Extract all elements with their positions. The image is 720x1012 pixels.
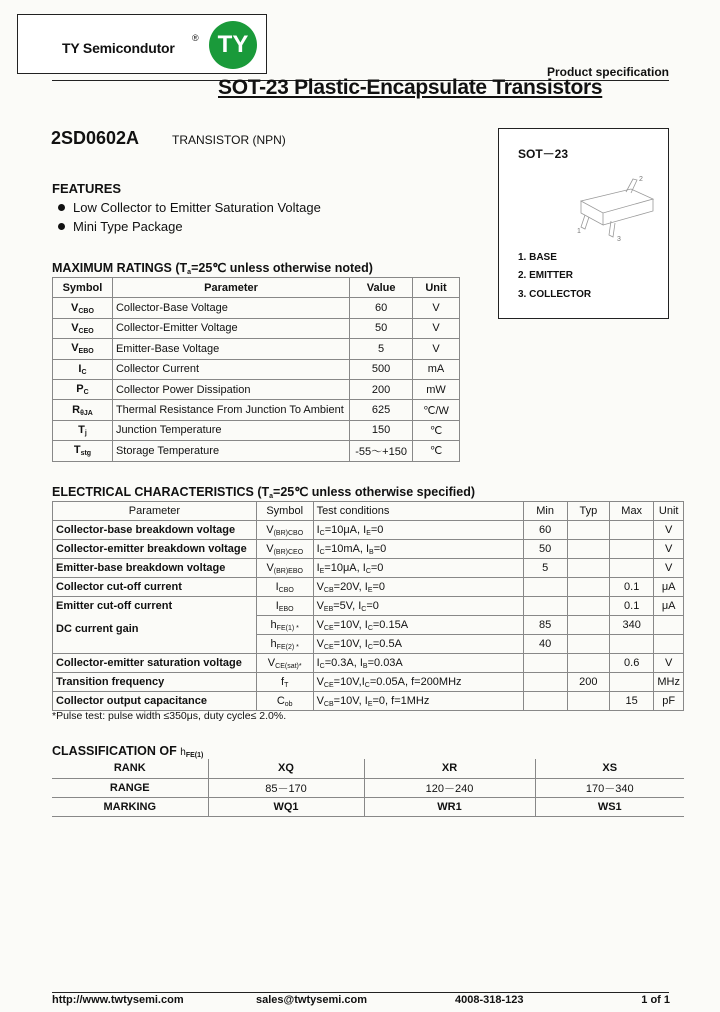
column-header: Min <box>523 502 567 521</box>
condition-cell: $I_C=10mA$, $I_B=0$ <box>313 540 523 559</box>
table-row <box>53 692 684 711</box>
symbol-cell <box>53 359 113 379</box>
min-cell: 50 <box>523 540 567 559</box>
unit-cell: V <box>654 540 684 559</box>
parameter-cell: Storage Temperature <box>112 441 349 461</box>
symbol-subscript: CE(sat)* <box>275 662 302 670</box>
symbol-letter: P <box>76 383 84 396</box>
symbol-subscript: θJA <box>80 409 93 417</box>
typ-cell <box>567 597 609 616</box>
max-cell: 0.6 <box>610 654 654 673</box>
unit-cell: V <box>654 559 684 578</box>
min-cell: 60 <box>523 521 567 540</box>
unit-cell: mW <box>413 379 460 399</box>
symbol-cell <box>53 400 113 420</box>
phone-number: 4008-318-123 <box>455 994 524 1006</box>
table-row <box>52 778 684 797</box>
symbol-cell <box>53 339 113 359</box>
min-cell: 85 <box>523 616 567 635</box>
pin-collector: 3. COLLECTOR <box>518 289 592 300</box>
table-row <box>53 597 684 616</box>
max-cell <box>610 635 654 654</box>
symbol-subscript: (BR)CBO <box>273 529 304 537</box>
min-cell <box>523 654 567 673</box>
part-type: TRANSISTOR (NPN) <box>172 133 286 147</box>
pin-number-label: 3 <box>617 236 621 241</box>
symbol-letter: T <box>78 423 85 436</box>
sot23-package-drawing <box>571 171 661 241</box>
symbol-subscript: EBO <box>78 348 94 356</box>
value-cell: -55～+150 <box>350 441 413 461</box>
symbol-cell <box>256 597 313 616</box>
symbol-cell <box>53 420 113 440</box>
document-title: SOT-23 Plastic-Encapsulate Transistors <box>218 76 603 99</box>
class-cell: WQ1 <box>208 797 364 816</box>
class-cell: WS1 <box>535 797 684 816</box>
parameter-cell: Collector output capacitance <box>53 692 257 711</box>
symbol-cell <box>256 635 313 654</box>
typ-cell <box>567 616 609 635</box>
symbol-subscript: C <box>81 368 87 376</box>
column-header: Parameter <box>53 502 257 521</box>
product-specification-label: Product specification <box>546 65 669 79</box>
class-cell: XS <box>535 759 684 778</box>
symbol-subscript: T <box>284 681 289 689</box>
unit-cell <box>654 635 684 654</box>
symbol-letter: T <box>73 444 81 457</box>
table-row <box>53 420 460 440</box>
symbol-letter: V <box>71 321 79 334</box>
max-ratings-table <box>52 277 460 462</box>
symbol-cell <box>256 654 313 673</box>
value-cell: 500 <box>350 359 413 379</box>
condition-cell: $I_C=10\mu A$, $I_E=0$ <box>313 521 523 540</box>
typ-cell <box>567 521 609 540</box>
table-row <box>52 797 684 816</box>
column-header: Value <box>350 278 413 298</box>
pulse-test-note: *Pulse test: pulse width ≤350μs, duty cycle≤ 2.0%. <box>52 710 287 722</box>
classification-table <box>52 759 684 817</box>
feature-text: Mini Type Package <box>73 219 183 234</box>
pin-base: 1. BASE <box>518 252 557 263</box>
table-header-row <box>53 502 684 521</box>
max-cell <box>610 673 654 692</box>
symbol-subscript: stg <box>80 450 92 458</box>
min-cell <box>523 692 567 711</box>
symbol-subscript: CBO <box>278 586 294 594</box>
unit-cell: MHz <box>654 673 684 692</box>
condition-cell: $I_C=0.3A$, $I_B=0.03A$ <box>313 654 523 673</box>
column-header: Symbol <box>256 502 313 521</box>
classification-heading: CLASSIFICATION OF $h_{FE(1)}$ <box>52 744 204 759</box>
symbol-subscript: (BR)CEO <box>273 548 304 556</box>
condition-cell: $I_E=10\mu A$, $I_C=0$ <box>313 559 523 578</box>
symbol-subscript: FE(2) * <box>276 643 299 651</box>
unit-cell: V <box>413 298 460 318</box>
email-link[interactable]: sales@twtysemi.com <box>256 994 367 1006</box>
column-header: Test conditions <box>313 502 523 521</box>
condition-cell: $V_{CE}=10V$, $I_C=0.15A$ <box>313 616 523 635</box>
min-cell <box>523 597 567 616</box>
symbol-cell <box>53 298 113 318</box>
symbol-letter: V <box>266 561 274 574</box>
symbol-letter: C <box>276 694 285 707</box>
table-row <box>53 673 684 692</box>
table-row <box>53 441 460 461</box>
symbol-letter: R <box>72 403 81 416</box>
table-row <box>53 359 460 379</box>
class-cell: 170－340 <box>535 778 684 797</box>
max-cell: 0.1 <box>610 597 654 616</box>
symbol-letter: V <box>266 542 274 555</box>
symbol-subscript: j <box>84 429 87 437</box>
typ-cell <box>567 654 609 673</box>
pin-number-label: 2 <box>639 176 643 183</box>
pin-number-label: 1 <box>577 228 581 235</box>
feature-item <box>58 200 321 215</box>
column-header: Unit <box>654 502 684 521</box>
unit-cell: V <box>654 521 684 540</box>
symbol-cell <box>53 318 113 338</box>
parameter-cell: Emitter cut-off current <box>53 597 257 616</box>
value-cell: 150 <box>350 420 413 440</box>
max-cell <box>610 559 654 578</box>
parameter-cell: Collector Current <box>112 359 349 379</box>
symbol-cell <box>256 578 313 597</box>
symbol-letter: I <box>275 580 279 593</box>
column-header: Typ <box>567 502 609 521</box>
parameter-cell <box>53 635 257 654</box>
unit-cell: ℃ <box>413 441 460 461</box>
unit-cell: V <box>654 654 684 673</box>
parameter-cell: Collector Power Dissipation <box>112 379 349 399</box>
value-cell: 60 <box>350 298 413 318</box>
unit-cell: mA <box>413 359 460 379</box>
value-cell: 50 <box>350 318 413 338</box>
symbol-letter: h <box>270 618 277 631</box>
table-row <box>53 379 460 399</box>
symbol-cell <box>256 521 313 540</box>
class-cell: 120－240 <box>364 778 535 797</box>
symbol-letter: f <box>281 675 285 688</box>
symbol-letter: I <box>275 599 279 612</box>
parameter-cell: Collector-emitter breakdown voltage <box>53 540 257 559</box>
pin-emitter: 2. EMITTER <box>518 270 574 281</box>
table-row <box>53 318 460 338</box>
company-logo: TY <box>209 21 257 69</box>
unit-cell: ℃ <box>413 420 460 440</box>
row-label-cell: RANGE <box>52 778 208 797</box>
typ-cell <box>567 635 609 654</box>
symbol-cell <box>53 379 113 399</box>
table-row <box>53 559 684 578</box>
symbol-cell <box>256 540 313 559</box>
class-cell: XR <box>364 759 535 778</box>
table-row <box>53 616 684 635</box>
unit-cell <box>654 616 684 635</box>
table-row <box>53 400 460 420</box>
company-name: TY Semicondutor <box>62 40 175 56</box>
symbol-subscript: FE(1) * <box>276 624 299 632</box>
typ-cell: 200 <box>567 673 609 692</box>
package-box <box>498 128 669 319</box>
unit-cell: ℃/W <box>413 400 460 420</box>
footer-divider <box>52 992 669 993</box>
parameter-cell: Collector-Base Voltage <box>112 298 349 318</box>
class-cell: XQ <box>208 759 364 778</box>
unit-cell: μA <box>654 578 684 597</box>
unit-cell: V <box>413 318 460 338</box>
value-cell: 200 <box>350 379 413 399</box>
package-name: SOT－23 <box>518 147 569 161</box>
parameter-cell: Emitter-base breakdown voltage <box>53 559 257 578</box>
electrical-characteristics-table <box>52 501 684 711</box>
symbol-subscript: CBO <box>78 307 94 315</box>
page-number: 1 of 1 <box>641 994 670 1006</box>
symbol-letter: h <box>270 637 277 650</box>
max-ratings-heading: MAXIMUM RATINGS ($T_a=25℃$ unless otherwise noted) <box>52 261 373 276</box>
condition-cell: $V_{CE}=10V,I_C=0.05A$, f=200MHz <box>313 673 523 692</box>
table-row <box>53 540 684 559</box>
typ-cell <box>567 578 609 597</box>
symbol-letter: I <box>78 362 82 375</box>
column-header: Parameter <box>112 278 349 298</box>
symbol-cell <box>53 441 113 461</box>
bullet-icon <box>58 223 65 230</box>
symbol-cell <box>256 692 313 711</box>
website-link[interactable]: http://www.twtysemi.com <box>52 994 184 1006</box>
typ-cell <box>567 559 609 578</box>
symbol-subscript: EBO <box>278 605 294 613</box>
parameter-cell: Collector-emitter saturation voltage <box>53 654 257 673</box>
max-cell: 15 <box>610 692 654 711</box>
symbol-letter: V <box>266 523 274 536</box>
table-row <box>53 635 684 654</box>
unit-cell: μA <box>654 597 684 616</box>
table-row <box>53 578 684 597</box>
symbol-letter: V <box>71 301 79 314</box>
parameter-cell: Junction Temperature <box>112 420 349 440</box>
feature-item <box>58 219 183 234</box>
typ-cell <box>567 540 609 559</box>
min-cell: 5 <box>523 559 567 578</box>
max-cell: 340 <box>610 616 654 635</box>
row-label-cell: RANK <box>52 759 208 778</box>
symbol-letter: V <box>71 342 79 355</box>
symbol-subscript: C <box>83 389 89 397</box>
part-number: 2SD0602A <box>51 128 140 148</box>
column-header: Symbol <box>53 278 113 298</box>
symbol-cell <box>256 673 313 692</box>
symbol-letter: V <box>267 656 276 669</box>
symbol-subscript: ob <box>284 700 293 708</box>
symbol-subscript: (BR)EBO <box>273 567 303 575</box>
bullet-icon <box>58 204 65 211</box>
parameter-cell: Collector cut-off current <box>53 578 257 597</box>
symbol-cell <box>256 616 313 635</box>
condition-cell: $V_{CB}=20V$, $I_E=0$ <box>313 578 523 597</box>
features-heading: FEATURES <box>52 181 122 196</box>
condition-cell: $V_{CB}=10V$, $I_E=0$, f=1MHz <box>313 692 523 711</box>
condition-cell: $V_{CE}=10V$, $I_C=0.5A$ <box>313 635 523 654</box>
table-row <box>53 654 684 673</box>
max-cell: 0.1 <box>610 578 654 597</box>
electrical-heading: ELECTRICAL CHARACTERISTICS ($T_a=25℃$ unless otherwise specified) <box>52 485 476 500</box>
parameter-cell: Thermal Resistance From Junction To Ambient <box>112 400 349 420</box>
column-header: Unit <box>413 278 460 298</box>
column-header: Max <box>610 502 654 521</box>
class-cell: WR1 <box>364 797 535 816</box>
min-cell: 40 <box>523 635 567 654</box>
min-cell <box>523 673 567 692</box>
min-cell <box>523 578 567 597</box>
symbol-cell <box>256 559 313 578</box>
unit-cell: V <box>413 339 460 359</box>
typ-cell <box>567 692 609 711</box>
registered-mark: ® <box>192 33 199 43</box>
value-cell: 625 <box>350 400 413 420</box>
table-row <box>53 521 684 540</box>
row-label-cell: MARKING <box>52 797 208 816</box>
symbol-subscript: CEO <box>78 327 94 335</box>
class-cell: 85－170 <box>208 778 364 797</box>
parameter-cell: DC current gain <box>53 616 257 635</box>
parameter-cell: Transition frequency <box>53 673 257 692</box>
max-cell <box>610 540 654 559</box>
table-row <box>53 339 460 359</box>
unit-cell: pF <box>654 692 684 711</box>
parameter-cell: Emitter-Base Voltage <box>112 339 349 359</box>
max-cell <box>610 521 654 540</box>
parameter-cell: Collector-base breakdown voltage <box>53 521 257 540</box>
condition-cell: $V_{EB}=5V$, $I_C=0$ <box>313 597 523 616</box>
value-cell: 5 <box>350 339 413 359</box>
table-header-row <box>53 278 460 298</box>
feature-text: Low Collector to Emitter Saturation Voltage <box>73 200 321 215</box>
parameter-cell: Collector-Emitter Voltage <box>112 318 349 338</box>
table-row <box>53 298 460 318</box>
table-row <box>52 759 684 778</box>
